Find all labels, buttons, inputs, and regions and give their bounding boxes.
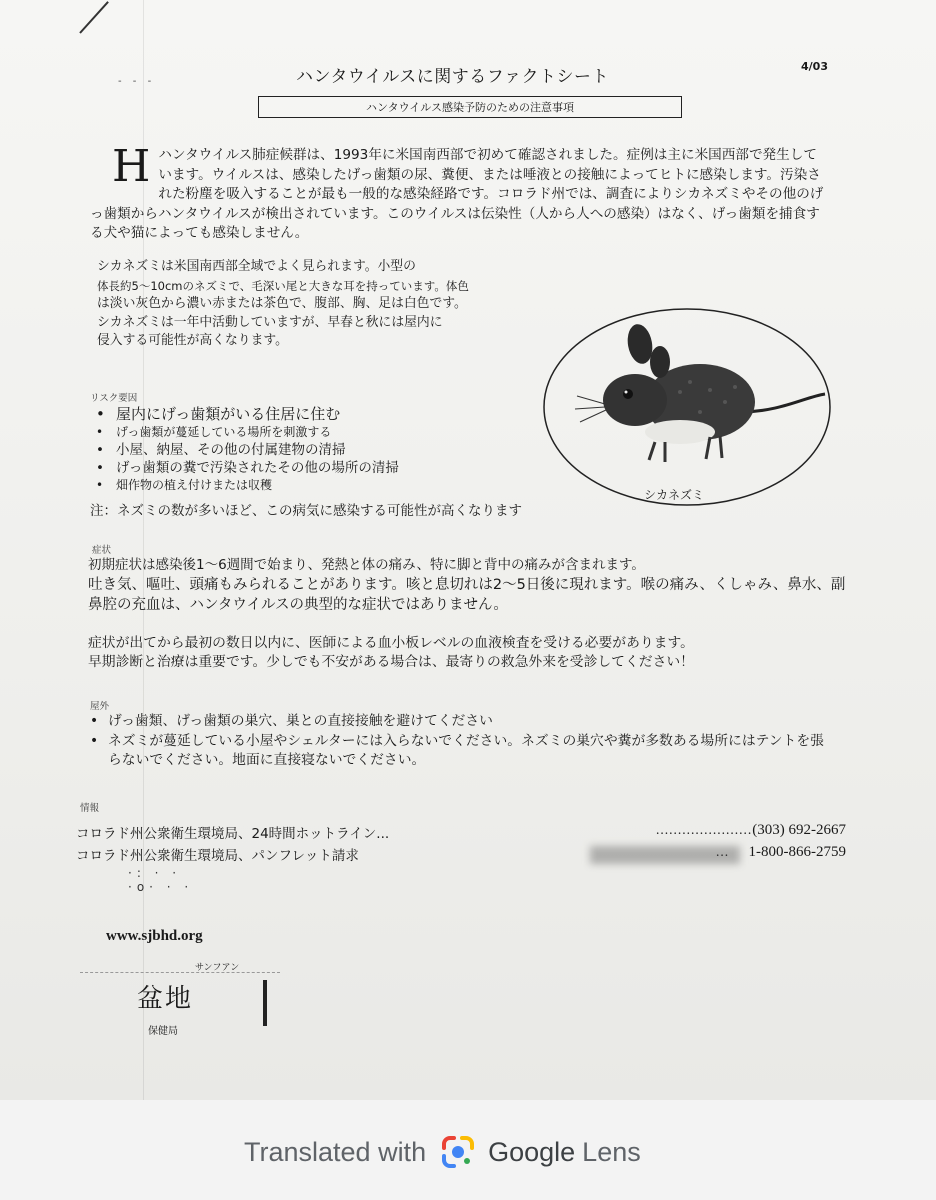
blood-test-paragraph <box>88 634 848 672</box>
mouse-desc-line: シカネズミは一年中活動していますが、早春と秋には屋内に <box>97 314 443 330</box>
blood-test-line: 症状が出てから最初の数日以内に、医師による血小板レベルの血液検査を受ける必要があります。 <box>88 635 694 651</box>
brochure-phone: 1-800-866-2759 <box>748 844 846 860</box>
info-row-dots: ... <box>716 844 730 859</box>
logo-main-text: 盆地 <box>137 984 194 1014</box>
google-lens-icon <box>440 1134 476 1170</box>
outdoor-label: 屋外 <box>90 701 110 712</box>
deer-mouse-description <box>97 258 557 351</box>
symptoms-line: 初期症状は感染後1～6週間で始まり、発熱と体の痛み、特に脚と背中の痛みが含まれます。 <box>88 557 645 573</box>
lens-wordmark: Lens <box>582 1136 641 1167</box>
translated-with-banner <box>244 1132 641 1172</box>
intro-paragraph <box>90 141 830 244</box>
blood-test-line: 早期診断と治療は重要です。少しでも不安がある場合は、最寄りの救急外来を受診してください！ <box>88 654 694 670</box>
logo-bar <box>263 980 267 1026</box>
mouse-desc-line: 体長約5～10cmのネズミで、毛深い尾と大きな耳を持っています。体色 <box>97 278 469 293</box>
mouse-desc-line: 侵入する可能性が高くなります。 <box>97 333 288 348</box>
translation-footer <box>0 1100 936 1200</box>
risk-factors-list <box>92 404 612 494</box>
dash-mark: - - - <box>118 76 156 87</box>
illustration-caption: シカネズミ <box>644 488 705 502</box>
intro-text: ハンタウイルス肺症候群は、1993年に米国南西部で初めて確認されました。症例は主に米国西部で発生しています。ウイルスは、感染したげっ歯類の尿、糞便、または唾液との接触によってヒトに感染します。汚染された粉塵を吸入することが最も一般的な感染経路です。コロラド州では、調査によりシカネズミやその他のげっ歯類からハンタウイルスが検出されています。このウイルスは伝染性（人から人への感染）はなく、げっ歯類を捕食する犬や猫によっても感染しません。 <box>90 147 824 241</box>
info-row-hotline <box>76 822 846 842</box>
info-row-label: コロラド州公衆衛生環境局、24時間ホットライン... <box>76 826 390 842</box>
drop-cap: H <box>112 141 151 192</box>
risk-item: • げっ歯類が蔓延している場所を刺激する <box>92 424 612 441</box>
hotline-phone: (303) 692-2667 <box>752 822 846 838</box>
risk-factors-label: リスク要因 <box>90 393 138 404</box>
print-specks: ·: · · ·o· · · <box>128 866 194 894</box>
info-row-dots: ...................... <box>656 822 753 837</box>
google-wordmark: Google <box>488 1136 576 1167</box>
info-label: 情報 <box>80 803 100 814</box>
risk-item: • げっ歯類の糞で汚染されたその他の場所の清掃 <box>92 459 612 477</box>
mouse-desc-line: は淡い灰色から濃い赤または茶色で、腹部、胸、足は白色です。 <box>97 296 467 311</box>
outdoor-item: • ネズミが蔓延している小屋やシェルターには入らないでください。ネズミの巣穴や糞が多数ある場所にはテントを張らないでください。地面に直接寝ないでください。 <box>88 732 828 771</box>
pen-mark <box>79 1 109 34</box>
outdoor-precautions-list <box>88 712 828 771</box>
logo-ruby: サンフアン <box>195 963 240 973</box>
blurred-region <box>590 846 740 864</box>
symptoms-paragraph <box>88 556 848 615</box>
page-number: 4/03 <box>801 60 828 73</box>
mouse-desc-line: シカネズミは米国南西部全域でよく見られます。小型の <box>97 259 416 274</box>
risk-item: • 屋内にげっ歯類がいる住居に住む <box>92 404 612 424</box>
website-url: www.sjbhd.org <box>106 928 203 944</box>
risk-note: 注：ネズミの数が多いほど、この病気に感染する可能性が高くなります <box>90 503 522 519</box>
outdoor-item: • げっ歯類、げっ歯類の巣穴、巣との直接接触を避けてください <box>88 712 828 732</box>
info-row-label: コロラド州公衆衛生環境局、パンフレット請求 <box>76 848 359 864</box>
document-title: ハンタウイルスに関するファクトシート <box>296 67 609 87</box>
translated-with-text: Translated with <box>244 1136 427 1167</box>
symptoms-label: 症状 <box>92 545 112 556</box>
symptoms-line: 吐き気、嘔吐、頭痛もみられることがあります。咳と息切れは2～5日後に現れます。喉の痛み、くしゃみ、鼻水、副鼻腔の充血は、ハンタウイルスの典型的な症状ではありません。 <box>88 577 846 613</box>
risk-item: • 小屋、納屋、その他の付属建物の清掃 <box>92 441 612 459</box>
risk-item: • 畑作物の植え付けまたは収穫 <box>92 477 612 494</box>
logo-subtitle: 保健局 <box>148 1026 178 1037</box>
subtitle-box: ハンタウイルス感染予防のための注意事項 <box>258 96 682 118</box>
health-department-logo <box>80 960 300 1050</box>
